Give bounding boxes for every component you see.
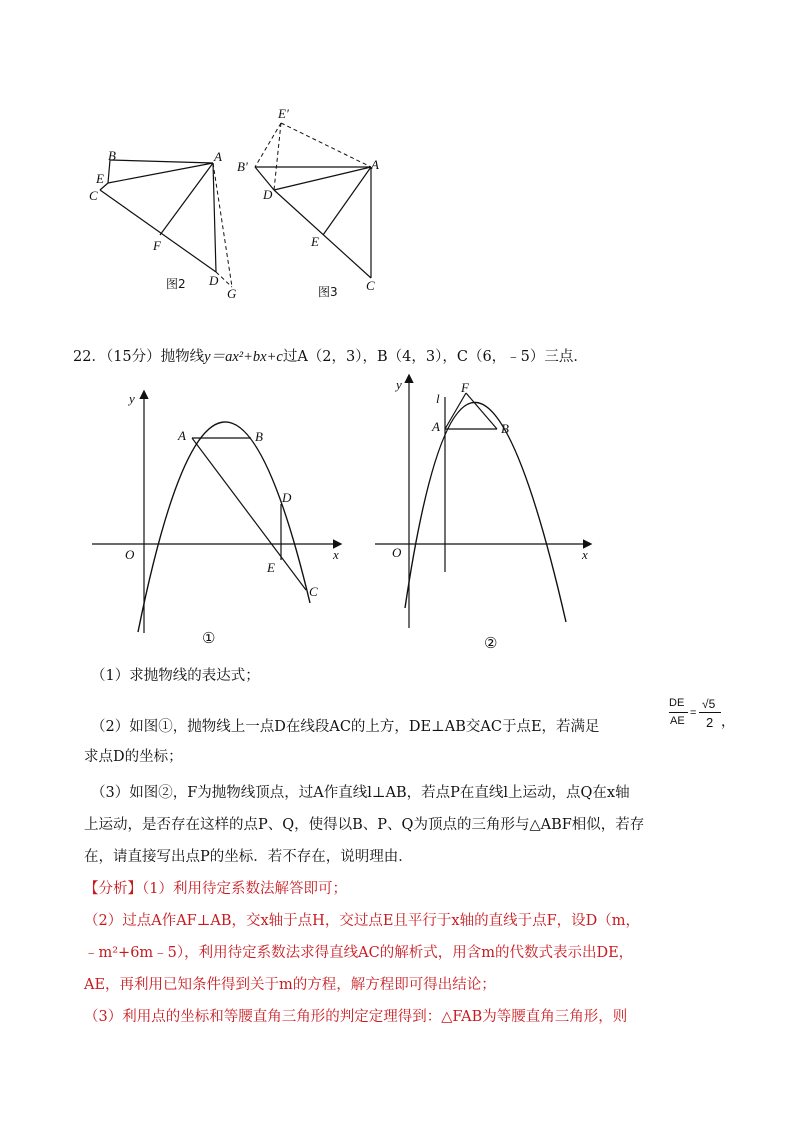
analysis-line-3: ﹣m²+6m﹣5），利用待定系数法求得直线AC的解析式，用含m的代数式表示出DE， <box>84 945 634 961</box>
fig1-label-B: B <box>255 429 263 444</box>
fig1-label-A: A <box>178 428 186 443</box>
analysis-text-1: （1）利用待定系数法解答即可； <box>142 881 347 897</box>
fig2-label-A: A <box>214 149 222 164</box>
frac-comma: ， <box>721 713 735 729</box>
problem-score: （15分）抛物线 <box>105 349 205 365</box>
fig3-label-A: A <box>371 157 379 172</box>
fig2b-label-O: O <box>392 545 402 560</box>
figure-3 <box>230 98 390 298</box>
parabola-equation: y＝ax²+bx+c <box>204 349 283 365</box>
fig2b-label-A: A <box>432 419 440 434</box>
fig1-label-y: y <box>129 391 135 406</box>
fig2-label-G: G <box>227 286 237 301</box>
frac-rhs-num: √5 <box>702 697 716 711</box>
question-3-line-2: 上运动，是否存在这样的点P、Q，使得以B、P、Q为顶点的三角形与△ABF相似，若存 <box>84 817 645 833</box>
analysis-tag: 【分析】 <box>84 881 142 897</box>
fig1-caption: ① <box>202 631 216 647</box>
fig2b-label-F: F <box>461 380 469 395</box>
given-points: A（2，3），B（4，3），C（6，﹣5）三点． <box>297 349 588 365</box>
fig2b-label-B: B <box>501 421 509 436</box>
problem-statement <box>73 347 588 367</box>
fig3-label-E: E <box>311 234 319 249</box>
frac-rhs-den: 2 <box>706 715 714 730</box>
fig3-label-D: D <box>263 187 273 202</box>
analysis-line-5: （3）利用点的坐标和等腰直角三角形的判定定理得到：△FAB为等腰直角三角形，则 <box>84 1009 628 1025</box>
pass-word: 过 <box>282 349 298 365</box>
ratio-fraction <box>669 697 733 737</box>
frac-den: AE <box>670 715 685 727</box>
fig2-label-B: B <box>108 148 116 163</box>
question-1: （1）求抛物线的表达式； <box>91 668 260 684</box>
fig1-label-x: x <box>333 547 339 562</box>
frac-eq: = <box>690 707 697 719</box>
problem-number: 22． <box>73 349 106 365</box>
fig2b-label-y: y <box>396 377 402 392</box>
frac-num: DE <box>669 697 685 709</box>
fig2b-label-l: l <box>436 391 440 406</box>
figure-circle-1 <box>85 385 355 655</box>
fig1-label-D: D <box>282 490 292 505</box>
question-2-line-1 <box>91 717 600 737</box>
fig3-label-Bprime: B′ <box>237 159 248 174</box>
fig2-label-E: E <box>96 171 104 186</box>
question-3-line-1: （3）如图②，F为抛物线顶点，过A作直线l⊥AB，若点P在直线l上运动，点Q在x轴 <box>91 785 630 801</box>
question-3-line-3: 在，请直接写出点P的坐标．若不存在，说明理由． <box>84 849 413 865</box>
fig3-label-C: C <box>366 278 375 293</box>
fig1-label-E: E <box>267 560 275 575</box>
question-2-text: （2）如图①，抛物线上一点D在线段AC的上方，DE⊥AB交AC于点E，若满足 <box>91 719 600 735</box>
analysis-line-1 <box>84 879 347 899</box>
fig1-label-O: O <box>125 547 135 562</box>
fig1-label-C: C <box>309 584 318 599</box>
fig2-label-F: F <box>153 238 161 253</box>
fig2-label-C: C <box>89 188 98 203</box>
fig2-caption: 图2 <box>166 277 186 291</box>
analysis-line-4: AE，再利用已知条件得到关于m的方程，解方程即可得出结论； <box>84 977 496 993</box>
analysis-line-2: （2）过点A作AF⊥AB，交x轴于点H，交过点E且平行于x轴的直线于点F，设D（m， <box>84 913 641 929</box>
fig3-label-Eprime: E′ <box>278 106 289 121</box>
fig2b-caption: ② <box>484 636 498 652</box>
figure-circle-2 <box>370 370 600 660</box>
question-2-line-2: 求点D的坐标； <box>84 749 183 765</box>
fig2b-label-x: x <box>582 547 588 562</box>
fig3-caption: 图3 <box>318 285 338 298</box>
fig2-label-D: D <box>209 273 219 288</box>
